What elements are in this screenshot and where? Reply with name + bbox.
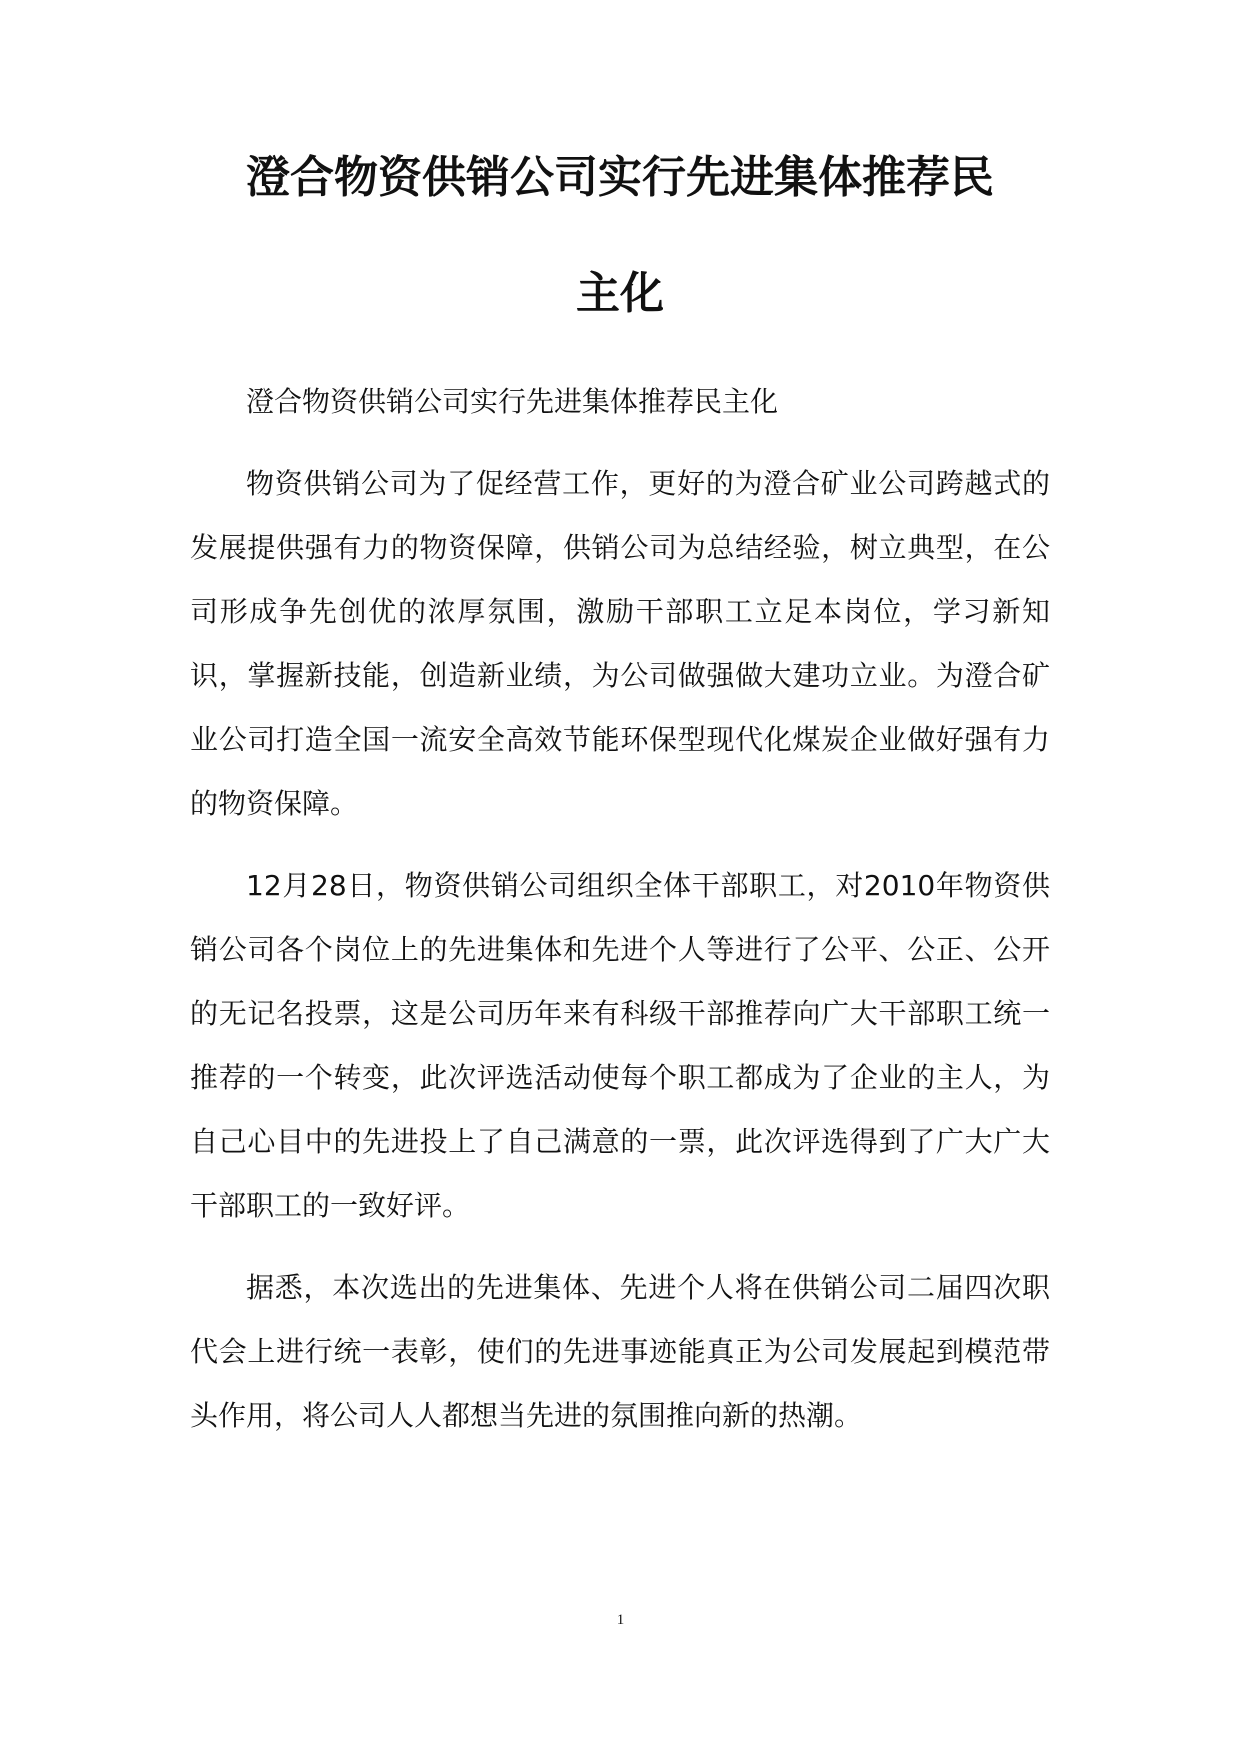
paragraph-heading: 澄合物资供销公司实行先进集体推荐民主化 xyxy=(246,385,779,418)
document-title-line-1: 澄合物资供销公司实行先进集体推荐民 xyxy=(246,152,994,203)
page-number: 1 xyxy=(616,1612,625,1628)
paragraph-intro: 物资供销公司为了促经营工作，更好的为澄合矿业公司跨越式的发展提供强有力的物资保障，供销公司为总结经验，树立典型，在公司形成争先创优的浓厚氛围，激励干部职工立足本岗位，学习新知识，掌握新技能，创造新业绩，为公司做强做大建功立业。为澄合矿业公司打造全国一流安全高效节能环保型现代化煤炭企业做好强有力的物资保障。 xyxy=(190,467,1050,820)
document-title-line-2: 主化 xyxy=(576,268,664,319)
document-body xyxy=(190,370,1050,1448)
paragraph-vote: 12月28日，物资供销公司组织全体干部职工，对2010年物资供销公司各个岗位上的先进集体和先进个人等进行了公平、公正、公开的无记名投票，这是公司历年来有科级干部推荐向广大干部职工统一推荐的一个转变，此次评选活动使每个职工都成为了企业的主人，为自己心目中的先进投上了自己满意的一票，此次评选得到了广大广大干部职工的一致好评。 xyxy=(190,869,1050,1222)
paragraph-commendation: 据悉，本次选出的先进集体、先进个人将在供销公司二届四次职代会上进行统一表彰，使们的先进事迹能真正为公司发展起到模范带头作用，将公司人人都想当先进的氛围推向新的热潮。 xyxy=(190,1271,1050,1432)
